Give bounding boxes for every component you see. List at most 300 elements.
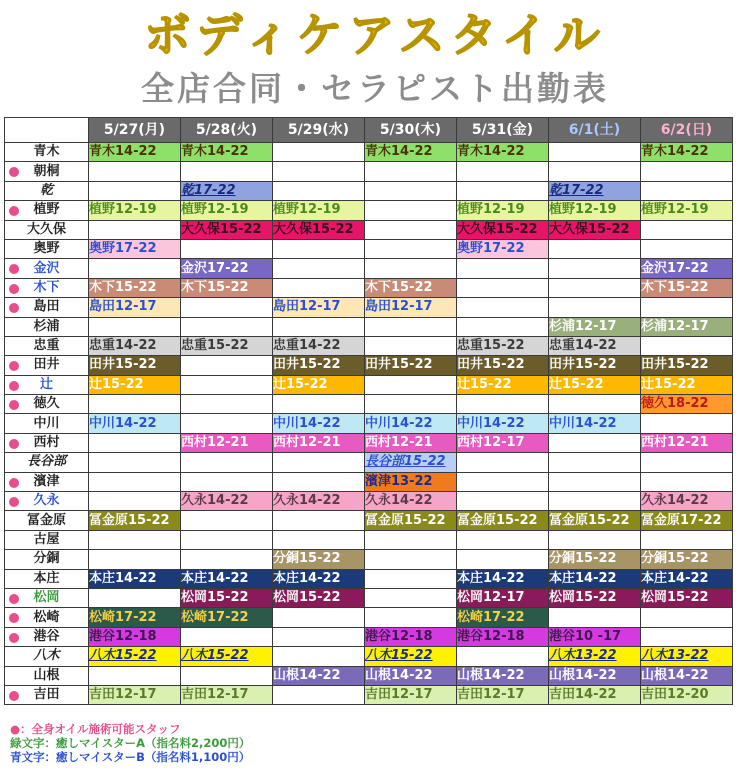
shift-cell: 冨金原15-22 [457,511,549,530]
oil-dot-icon [9,439,19,449]
staff-name-cell [5,433,89,452]
staff-name-cell [5,181,89,200]
shift-cell [273,239,365,258]
staff-row [5,162,733,181]
shift-cell [89,181,181,200]
oil-dot-icon [9,691,19,701]
shift-cell: 杉浦12-17 [549,317,641,336]
shift-cell: 八木15-22 [89,647,181,666]
staff-row [5,143,733,162]
shift-cell [181,666,273,685]
shift-cell: 久永14-22 [273,492,365,511]
shift-cell [457,550,549,569]
shift-cell [181,550,273,569]
shift-cell [549,239,641,258]
shift-cell: 青木14-22 [365,143,457,162]
shift-cell [181,239,273,258]
staff-name-cell [5,298,89,317]
shift-cell: 八木13-22 [641,647,733,666]
shift-cell [549,472,641,491]
shift-cell: 木下15-22 [365,278,457,297]
shift-cell [641,336,733,355]
shift-cell [365,336,457,355]
shift-cell: 辻15-22 [549,375,641,394]
shift-cell: 本庄14-22 [273,569,365,588]
shift-cell [641,239,733,258]
day-header: 6/1(土) [549,118,641,143]
shift-cell [457,181,549,200]
staff-name: 島田 [33,299,60,315]
staff-name: 港谷 [33,628,60,644]
shift-cell: 大久保15-22 [549,220,641,239]
shift-cell [641,453,733,472]
shift-cell [89,433,181,452]
shift-cell: 辻15-22 [457,375,549,394]
shift-cell: 八木13-22 [549,647,641,666]
shift-cell: 久永14-22 [181,492,273,511]
shift-cell: 乾17-22 [181,181,273,200]
legend [10,722,250,764]
shift-cell [641,472,733,491]
shift-cell: 山根14-22 [457,666,549,685]
staff-row [5,220,733,239]
shift-cell: 忠重14-22 [549,336,641,355]
staff-row [5,336,733,355]
shift-cell [549,278,641,297]
staff-row [5,201,733,220]
staff-row [5,298,733,317]
staff-name-cell [5,414,89,433]
shift-cell: 青木14-22 [641,143,733,162]
shift-cell [641,181,733,200]
staff-name-cell [5,336,89,355]
shift-cell [457,530,549,549]
shift-cell [181,472,273,491]
staff-row [5,569,733,588]
staff-name: 八木 [33,648,60,664]
shift-cell: 大久保15-22 [273,220,365,239]
shift-cell: 長谷部15-22 [365,453,457,472]
shift-cell: 植野12-19 [181,201,273,220]
staff-name-cell [5,608,89,627]
shift-cell: 木下15-22 [641,278,733,297]
shift-cell [457,395,549,414]
shift-cell [549,453,641,472]
staff-name-cell [5,375,89,394]
shift-cell: 植野12-19 [273,201,365,220]
shift-cell [273,162,365,181]
shift-cell: 奥野17-22 [89,239,181,258]
day-header: 5/30(木) [365,118,457,143]
oil-dot-icon [9,264,19,274]
staff-name-cell [5,647,89,666]
shift-cell [549,433,641,452]
staff-row [5,375,733,394]
shift-cell [641,162,733,181]
staff-row [5,317,733,336]
shift-cell [457,453,549,472]
staff-name-cell [5,356,89,375]
shift-cell [89,162,181,181]
shift-cell [549,143,641,162]
shift-cell: 植野12-19 [549,201,641,220]
shift-cell [549,530,641,549]
staff-name-cell [5,259,89,278]
shift-cell: 吉田12-17 [365,685,457,704]
shift-cell: 忠重15-22 [181,336,273,355]
shift-cell: 田井15-22 [365,356,457,375]
legend-green: 緑文字：癒しマイスターA（指名料2,200円） [10,736,251,750]
staff-row [5,685,733,704]
staff-name: 中川 [33,415,60,431]
shift-cell: 金沢17-22 [181,259,273,278]
shift-cell [365,375,457,394]
shift-cell: 吉田12-17 [457,685,549,704]
shift-cell: 忠重14-22 [273,336,365,355]
oil-dot-icon [9,167,19,177]
oil-dot-icon [9,206,19,216]
shift-cell: 松岡15-22 [549,588,641,607]
staff-row [5,588,733,607]
staff-name: 辻 [39,376,53,392]
staff-row [5,627,733,646]
shift-cell [549,259,641,278]
shift-cell [549,395,641,414]
staff-name: 奥野 [33,241,60,257]
shift-cell [641,627,733,646]
shift-cell [181,317,273,336]
shift-cell [273,608,365,627]
shift-cell [641,414,733,433]
shift-cell: 冨金原15-22 [89,511,181,530]
shift-cell: 分銅15-22 [273,550,365,569]
oil-dot-icon [9,497,19,507]
oil-dot-icon [9,284,19,294]
shift-cell: 辻15-22 [641,375,733,394]
shift-cell [365,259,457,278]
shift-cell: 西村12-17 [457,433,549,452]
staff-name-cell [5,627,89,646]
shift-cell: 木下15-22 [181,278,273,297]
staff-row [5,666,733,685]
header-row [5,118,733,143]
day-header: 5/28(火) [181,118,273,143]
shift-cell [273,181,365,200]
shift-cell [641,608,733,627]
shift-cell: 八木15-22 [181,647,273,666]
staff-row [5,472,733,491]
staff-row [5,608,733,627]
oil-dot-icon [9,594,19,604]
shift-cell: 久永14-22 [641,492,733,511]
shift-cell [457,647,549,666]
staff-name-cell [5,511,89,530]
shift-cell: 港谷12-18 [365,627,457,646]
staff-row [5,433,733,452]
staff-name: 松崎 [33,609,60,625]
staff-name-cell [5,278,89,297]
staff-row [5,530,733,549]
day-header: 5/29(水) [273,118,365,143]
shift-cell: 植野12-19 [89,201,181,220]
staff-name: 金沢 [33,260,60,276]
oil-dot-icon [9,303,19,313]
shift-cell: 中川14-22 [549,414,641,433]
corner-cell [5,118,89,143]
shift-cell: 徳久18-22 [641,395,733,414]
shift-cell [641,220,733,239]
staff-row [5,647,733,666]
shift-cell: 忠重15-22 [457,336,549,355]
shift-cell: 本庄14-22 [641,569,733,588]
shift-cell [89,530,181,549]
shift-cell [365,220,457,239]
staff-name-cell [5,569,89,588]
shift-cell: 久永14-22 [365,492,457,511]
schedule-table [4,117,733,705]
shift-cell [181,414,273,433]
shift-cell: 吉田12-20 [641,685,733,704]
staff-name: 杉浦 [33,318,60,334]
staff-name: 冨金原 [26,512,66,528]
shift-cell [549,492,641,511]
shift-cell: 植野12-19 [457,201,549,220]
shift-cell [365,317,457,336]
shift-cell [89,588,181,607]
shift-cell [365,588,457,607]
shift-cell [457,317,549,336]
shift-cell: 西村12-21 [641,433,733,452]
shift-cell [89,395,181,414]
shift-cell: 青木14-22 [181,143,273,162]
shift-cell: 港谷12-18 [457,627,549,646]
shift-cell [89,492,181,511]
oil-dot-icon [9,478,19,488]
legend-blue: 青文字：癒しマイスターB（指名料1,100円） [10,750,251,764]
shift-cell [457,298,549,317]
staff-name-cell [5,395,89,414]
staff-name-cell [5,453,89,472]
shift-cell: 田井15-22 [549,356,641,375]
shift-cell [273,317,365,336]
staff-name: 吉田 [33,687,60,703]
staff-row [5,414,733,433]
shift-cell: 本庄14-22 [89,569,181,588]
shift-cell [273,511,365,530]
shift-cell: 松崎17-22 [457,608,549,627]
shift-cell [641,530,733,549]
shift-cell [89,666,181,685]
shift-cell: 吉田12-17 [181,685,273,704]
shift-cell [273,472,365,491]
oil-dot-icon [9,361,19,371]
staff-name-cell [5,472,89,491]
shift-cell: 港谷10 -17 [549,627,641,646]
shift-cell [273,143,365,162]
shift-cell: 山根14-22 [641,666,733,685]
oil-dot-icon [9,633,19,643]
staff-name-cell [5,239,89,258]
shift-cell: 木下15-22 [89,278,181,297]
shift-cell [365,550,457,569]
shift-cell [181,298,273,317]
shift-cell [181,375,273,394]
shift-cell [365,608,457,627]
staff-name-cell [5,666,89,685]
shift-cell [549,608,641,627]
shift-cell: 金沢17-22 [641,259,733,278]
staff-name-cell [5,201,89,220]
shift-cell: 中川14-22 [457,414,549,433]
shift-cell: 島田12-17 [273,298,365,317]
shift-cell: 青木14-22 [89,143,181,162]
staff-name: 古屋 [33,532,60,547]
shift-cell: 本庄14-22 [457,569,549,588]
shift-cell [365,569,457,588]
shift-cell: 松岡15-22 [273,588,365,607]
shift-cell: 松岡12-17 [457,588,549,607]
shift-cell [181,162,273,181]
shift-cell: 吉田14-22 [549,685,641,704]
staff-name-cell [5,220,89,239]
staff-row [5,259,733,278]
shift-cell [365,530,457,549]
staff-name: 松岡 [33,590,60,606]
staff-name: 分銅 [33,551,60,567]
staff-name: 大久保 [26,221,66,237]
shift-cell: 松崎17-22 [89,608,181,627]
shift-cell: 分銅15-22 [549,550,641,569]
shift-cell [181,530,273,549]
oil-dot-icon [9,613,19,623]
shift-cell [273,278,365,297]
shift-cell: 吉田12-17 [89,685,181,704]
shift-cell [181,627,273,646]
shift-cell: 冨金原15-22 [365,511,457,530]
shift-cell: 山根14-22 [549,666,641,685]
staff-name: 植野 [33,202,60,218]
shift-cell [457,278,549,297]
staff-name-cell [5,162,89,181]
legend-oil: ●：全身オイル施術可能スタッフ [10,722,181,736]
shift-cell: 濱津13-22 [365,472,457,491]
shift-cell [457,259,549,278]
shift-cell: 冨金原15-22 [549,511,641,530]
shift-cell [457,492,549,511]
shift-cell: 本庄14-22 [181,569,273,588]
staff-name: 久永 [33,493,60,509]
day-header: 5/27(月) [89,118,181,143]
shift-cell: 西村12-21 [181,433,273,452]
staff-name-cell [5,550,89,569]
shift-cell [365,239,457,258]
shift-cell: 分銅15-22 [641,550,733,569]
shift-cell [89,472,181,491]
staff-name-cell [5,317,89,336]
shift-cell: 田井15-22 [89,356,181,375]
shift-cell [365,181,457,200]
shift-cell: 乾17-22 [549,181,641,200]
day-header: 5/31(金) [457,118,549,143]
staff-name-cell [5,492,89,511]
staff-name-cell [5,588,89,607]
shift-cell: 田井15-22 [641,356,733,375]
shift-cell [89,453,181,472]
day-header: 6/2(日) [641,118,733,143]
staff-name: 西村 [33,435,60,451]
shift-cell: 田井15-22 [273,356,365,375]
shift-cell: 大久保15-22 [457,220,549,239]
staff-name: 青木 [33,144,60,160]
shift-cell: 松岡15-22 [181,588,273,607]
staff-row [5,395,733,414]
staff-name: 忠重 [33,338,60,354]
oil-dot-icon [9,381,19,391]
shift-cell [641,298,733,317]
staff-row [5,511,733,530]
shift-cell: 西村12-21 [365,433,457,452]
shift-cell: 忠重14-22 [89,336,181,355]
shift-cell [273,647,365,666]
shift-cell: 本庄14-22 [549,569,641,588]
shift-cell [181,356,273,375]
staff-name: 乾 [39,182,53,198]
shift-cell [273,627,365,646]
shift-cell [273,453,365,472]
shift-cell [89,550,181,569]
shift-cell [181,453,273,472]
shift-cell: 八木15-22 [365,647,457,666]
staff-name-cell [5,143,89,162]
shift-cell [181,511,273,530]
staff-name: 田井 [33,357,60,373]
staff-row [5,453,733,472]
shift-cell [365,201,457,220]
shift-cell [457,472,549,491]
shift-cell: 島田12-17 [89,298,181,317]
shift-cell [457,162,549,181]
staff-row [5,278,733,297]
staff-name-cell [5,530,89,549]
shift-cell: 植野12-19 [641,201,733,220]
shift-cell [273,395,365,414]
shift-cell: 奥野17-22 [457,239,549,258]
staff-name: 濱津 [33,473,60,489]
shift-cell: 辻15-22 [89,375,181,394]
shift-cell: 松岡15-22 [641,588,733,607]
page-subtitle: 全店合同・セラピスト出勤表 [141,69,609,108]
staff-name: 徳久 [33,396,60,412]
shift-cell: 中川14-22 [89,414,181,433]
staff-name: 木下 [33,279,60,295]
shift-cell: 冨金原17-22 [641,511,733,530]
shift-cell: 山根14-22 [273,666,365,685]
shift-cell: 中川14-22 [365,414,457,433]
staff-name-cell [5,685,89,704]
staff-row [5,356,733,375]
shift-cell [89,220,181,239]
staff-row [5,181,733,200]
shift-cell [365,162,457,181]
oil-dot-icon [9,400,19,410]
shift-cell: 松崎17-22 [181,608,273,627]
staff-row [5,492,733,511]
staff-name: 長谷部 [26,454,66,470]
shift-cell [549,162,641,181]
shift-cell [549,298,641,317]
shift-cell: 島田12-17 [365,298,457,317]
shift-cell: 西村12-21 [273,433,365,452]
